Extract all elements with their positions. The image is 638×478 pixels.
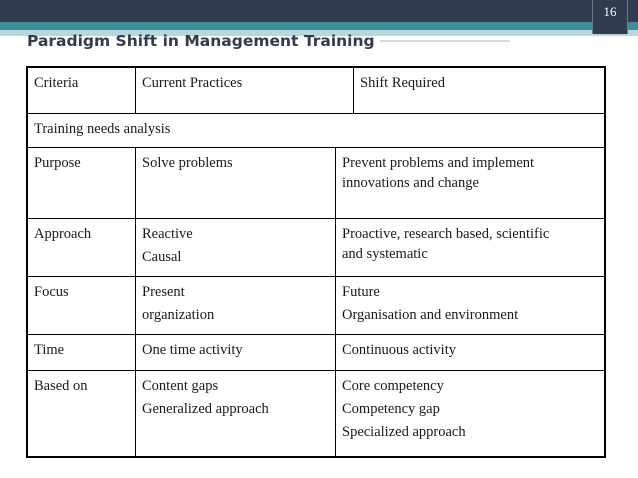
- shift-cell: [335, 277, 604, 334]
- shift-cell: [335, 371, 604, 456]
- shift-line: Competency gap: [342, 401, 440, 417]
- current-cell: [135, 277, 335, 334]
- criteria-cell: Approach: [34, 226, 92, 242]
- shift-line: and systematic: [342, 246, 428, 262]
- header-band: [0, 0, 638, 22]
- slide-number: 16: [603, 4, 617, 19]
- current-line: Reactive: [142, 226, 193, 242]
- current-line: Generalized approach: [142, 401, 269, 417]
- table-row: [28, 148, 604, 219]
- table-row: [28, 335, 604, 371]
- header-current-practices: Current Practices: [135, 68, 353, 113]
- table-row: [28, 277, 604, 335]
- criteria-cell: Purpose: [34, 155, 81, 171]
- current-cell: [135, 335, 335, 370]
- shift-line: Proactive, research based, scientific: [342, 226, 550, 242]
- table-header-row: [28, 68, 604, 114]
- shift-line: Organisation and environment: [342, 307, 519, 323]
- criteria-cell: Time: [34, 342, 65, 358]
- comparison-table: [26, 66, 606, 458]
- slide-title: Paradigm Shift in Management Training: [27, 32, 375, 50]
- section-label: Training needs analysis: [34, 121, 171, 137]
- criteria-cell: Focus: [34, 284, 69, 300]
- header-shift-required: Shift Required: [353, 68, 604, 113]
- shift-cell: [335, 219, 604, 276]
- current-cell: [135, 219, 335, 276]
- criteria-cell: Based on: [34, 378, 88, 394]
- shift-line: Continuous activity: [342, 342, 456, 358]
- table-row: [28, 219, 604, 277]
- shift-cell: [335, 335, 604, 370]
- title-underline: [380, 40, 510, 42]
- shift-line: Core competency: [342, 378, 444, 394]
- current-line: Causal: [142, 249, 182, 265]
- current-cell: [135, 371, 335, 456]
- shift-line: innovations and change: [342, 175, 479, 191]
- current-cell: [135, 148, 335, 218]
- current-line: Present: [142, 284, 185, 300]
- shift-line: Specialized approach: [342, 424, 466, 440]
- shift-cell: [335, 148, 604, 218]
- table-row: [28, 371, 604, 456]
- shift-line: Prevent problems and implement: [342, 155, 535, 171]
- accent-band: [0, 22, 638, 30]
- header-criteria: Criteria: [34, 75, 79, 91]
- current-line: organization: [142, 307, 215, 323]
- current-line: One time activity: [142, 342, 243, 358]
- table-section-row: [28, 114, 604, 148]
- slide-number-box: [592, 0, 628, 34]
- shift-line: Future: [342, 284, 380, 300]
- current-line: Content gaps: [142, 378, 219, 394]
- current-line: Solve problems: [142, 155, 233, 171]
